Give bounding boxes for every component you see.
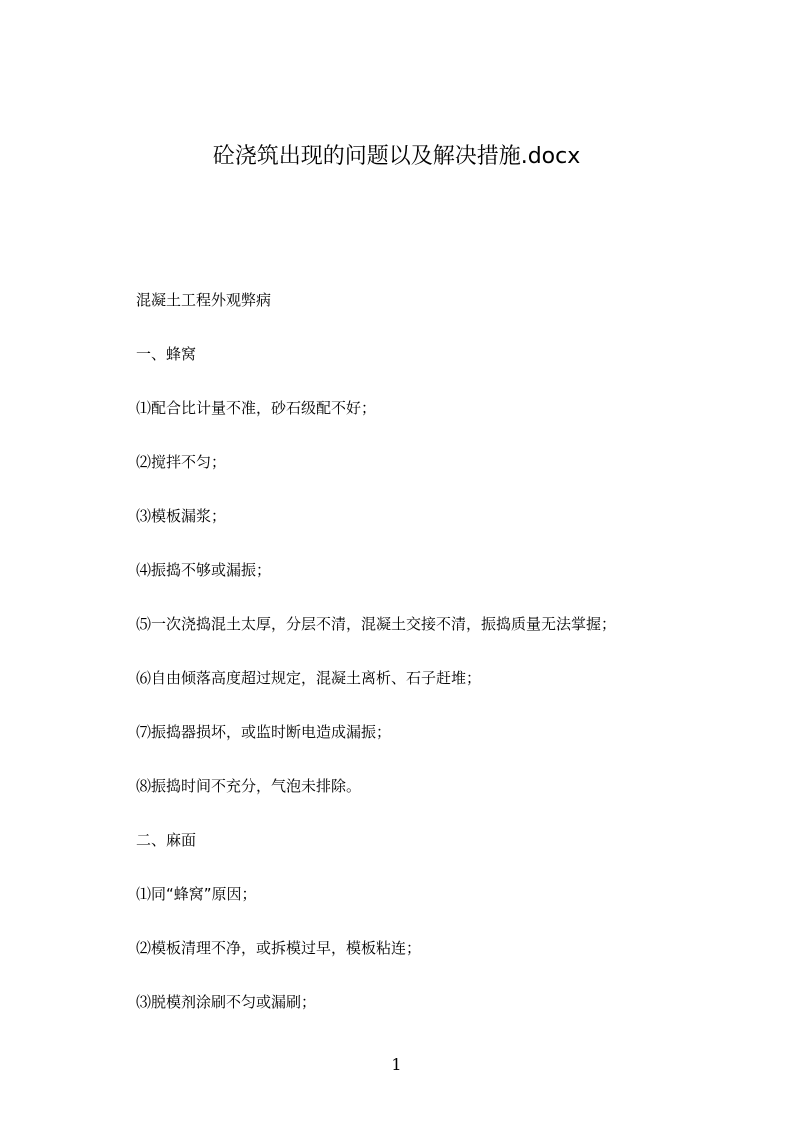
subsection-heading-honeycomb: 一、蜂窝 (136, 345, 197, 363)
list-item: ⑸一次浇捣混土太厚，分层不清，混凝土交接不清，振捣质量无法掌握； (136, 615, 617, 633)
subsection-heading-pitted-surface: 二、麻面 (136, 831, 197, 849)
page-number: 1 (391, 1055, 402, 1074)
list-item: ⑴配合比计量不准，砂石级配不好； (136, 399, 377, 417)
list-item: ⑴同“蜂窝”原因； (136, 885, 257, 903)
list-item: ⑹自由倾落高度超过规定，混凝土离析、石子赶堆； (136, 669, 482, 687)
list-item: ⑷振捣不够或漏振； (136, 561, 272, 579)
document-body (136, 286, 696, 1042)
list-item: ⑵模板清理不净，或拆模过早，模板粘连； (136, 939, 422, 957)
list-item: ⑶脱模剂涂刷不匀或漏刷； (136, 993, 317, 1011)
list-item: ⑶模板漏浆； (136, 507, 227, 525)
document-title: 砼浇筑出现的问题以及解决措施.docx (212, 144, 581, 169)
list-item: ⑵搅拌不匀； (136, 453, 227, 471)
list-item: ⑻振捣时间不充分，气泡未排除。 (136, 777, 362, 795)
list-item: ⑺振捣器损坏，或监时断电造成漏振； (136, 723, 392, 741)
section-heading: 混凝土工程外观弊病 (136, 291, 272, 309)
